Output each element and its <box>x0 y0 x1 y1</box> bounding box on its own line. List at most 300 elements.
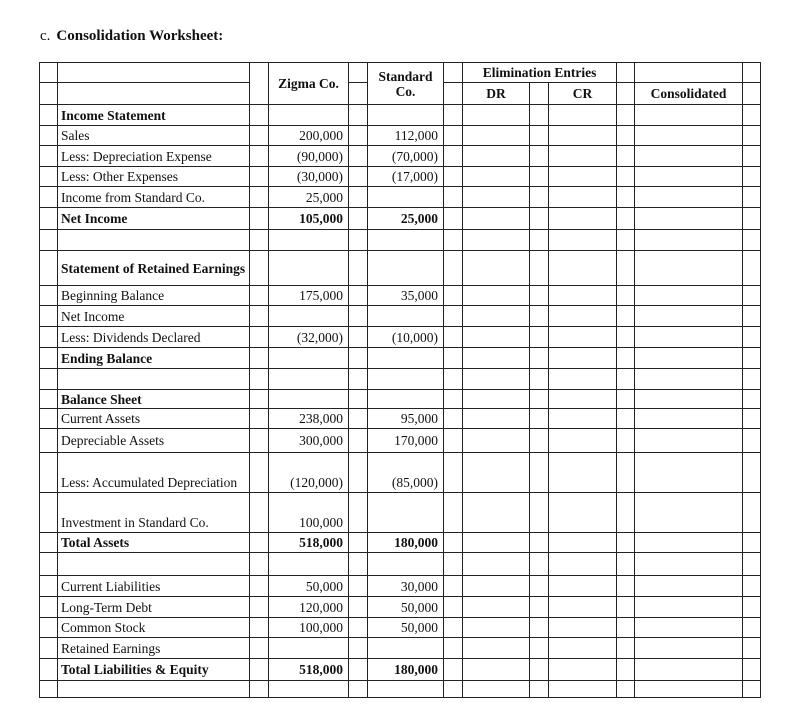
dr-cell[interactable] <box>463 187 530 208</box>
zigma-value: (120,000) <box>269 453 349 493</box>
spacer-cell <box>250 167 269 187</box>
spacer-cell <box>444 230 463 251</box>
spacer-cell <box>444 533 463 553</box>
spacer-cell <box>743 493 761 533</box>
table-row <box>40 597 761 618</box>
spacer-cell <box>349 576 368 597</box>
standard-value <box>368 390 444 409</box>
standard-value: 95,000 <box>368 409 444 429</box>
zigma-value: 100,000 <box>269 493 349 533</box>
cr-cell[interactable] <box>549 390 617 409</box>
row-label <box>58 681 250 698</box>
spacer-cell <box>530 369 549 390</box>
spacer-cell <box>617 493 635 533</box>
consolidated-cell[interactable] <box>635 306 743 327</box>
cr-cell[interactable] <box>549 618 617 638</box>
zigma-value: 100,000 <box>269 618 349 638</box>
table-row <box>40 187 761 208</box>
consolidated-cell[interactable] <box>635 369 743 390</box>
spacer-cell <box>40 167 58 187</box>
consolidated-cell[interactable] <box>635 230 743 251</box>
standard-value: (85,000) <box>368 453 444 493</box>
standard-value <box>368 681 444 698</box>
spacer-cell <box>530 493 549 533</box>
consolidated-cell[interactable] <box>635 208 743 230</box>
spacer-cell <box>444 429 463 453</box>
dr-cell[interactable] <box>463 638 530 659</box>
zigma-value <box>269 348 349 369</box>
spacer-cell <box>40 533 58 553</box>
zigma-value: 200,000 <box>269 126 349 146</box>
zigma-value <box>269 306 349 327</box>
dr-header: DR <box>463 83 530 105</box>
spacer-cell <box>743 63 761 83</box>
zigma-value <box>269 390 349 409</box>
cr-cell[interactable] <box>549 126 617 146</box>
dr-cell[interactable] <box>463 409 530 429</box>
consolidated-cell[interactable] <box>635 105 743 126</box>
spacer-cell <box>743 553 761 576</box>
cr-cell[interactable] <box>549 230 617 251</box>
standard-value <box>368 105 444 126</box>
spacer-cell <box>250 681 269 698</box>
spacer-cell <box>530 83 549 105</box>
table-row <box>40 327 761 348</box>
spacer-cell <box>40 230 58 251</box>
dr-cell[interactable] <box>463 659 530 681</box>
standard-value: 35,000 <box>368 286 444 306</box>
spacer-cell <box>40 83 58 105</box>
cr-cell[interactable] <box>549 286 617 306</box>
zigma-value: 105,000 <box>269 208 349 230</box>
spacer-cell <box>530 638 549 659</box>
spacer-cell <box>444 659 463 681</box>
zigma-value <box>269 251 349 286</box>
zigma-value: (32,000) <box>269 327 349 348</box>
spacer-cell <box>444 306 463 327</box>
zigma-value: 25,000 <box>269 187 349 208</box>
spacer-cell <box>743 638 761 659</box>
cr-cell[interactable] <box>549 493 617 533</box>
spacer-cell <box>617 251 635 286</box>
spacer-cell <box>743 429 761 453</box>
spacer-cell <box>444 105 463 126</box>
spacer-cell <box>40 659 58 681</box>
spacer-cell <box>617 306 635 327</box>
spacer-cell <box>530 187 549 208</box>
standard-value: 50,000 <box>368 597 444 618</box>
title-prefix: c. <box>40 28 51 44</box>
spacer-cell <box>40 453 58 493</box>
cr-cell[interactable] <box>549 369 617 390</box>
cr-cell[interactable] <box>549 327 617 348</box>
spacer-cell <box>349 251 368 286</box>
spacer-cell <box>743 409 761 429</box>
spacer-cell <box>349 105 368 126</box>
zigma-value <box>269 553 349 576</box>
consolidated-cell[interactable] <box>635 126 743 146</box>
zigma-value: 238,000 <box>269 409 349 429</box>
consolidated-cell[interactable] <box>635 659 743 681</box>
spacer-cell <box>617 286 635 306</box>
cr-cell[interactable] <box>549 453 617 493</box>
spacer-cell <box>617 429 635 453</box>
spacer-cell <box>444 327 463 348</box>
consolidated-cell[interactable] <box>635 553 743 576</box>
consolidated-cell[interactable] <box>635 251 743 286</box>
spacer-cell <box>40 105 58 126</box>
dr-cell[interactable] <box>463 126 530 146</box>
spacer-cell <box>617 553 635 576</box>
table-row <box>40 659 761 681</box>
spacer-cell <box>250 390 269 409</box>
dr-cell[interactable] <box>463 390 530 409</box>
spacer-cell <box>349 167 368 187</box>
spacer-cell <box>530 306 549 327</box>
spacer-cell <box>250 618 269 638</box>
standard-value: 25,000 <box>368 208 444 230</box>
zigma-value <box>269 105 349 126</box>
row-label: Common Stock <box>58 618 250 638</box>
spacer-cell <box>349 208 368 230</box>
spacer-cell <box>743 208 761 230</box>
spacer-cell <box>250 126 269 146</box>
consolidated-cell[interactable] <box>635 533 743 553</box>
spacer-cell <box>250 493 269 533</box>
spacer-cell <box>40 576 58 597</box>
table-row <box>40 390 761 409</box>
spacer-cell <box>40 369 58 390</box>
dr-cell[interactable] <box>463 453 530 493</box>
table-row <box>40 681 761 698</box>
row-label: Less: Other Expenses <box>58 167 250 187</box>
row-label <box>58 553 250 576</box>
spacer-cell <box>743 167 761 187</box>
spacer-cell <box>617 597 635 618</box>
spacer-cell <box>530 618 549 638</box>
spacer-cell <box>743 230 761 251</box>
spacer-cell <box>444 638 463 659</box>
zigma-value: (30,000) <box>269 167 349 187</box>
spacer-cell <box>349 348 368 369</box>
cr-cell[interactable] <box>549 597 617 618</box>
standard-value <box>368 493 444 533</box>
consolidated-cell[interactable] <box>635 618 743 638</box>
spacer-cell <box>40 208 58 230</box>
spacer-cell <box>530 681 549 698</box>
row-label: Net Income <box>58 208 250 230</box>
spacer-cell <box>530 553 549 576</box>
spacer-cell <box>40 327 58 348</box>
row-label: Ending Balance <box>58 348 250 369</box>
spacer-cell <box>617 409 635 429</box>
table-row <box>40 126 761 146</box>
spacer-cell <box>530 453 549 493</box>
row-label: Less: Dividends Declared <box>58 327 250 348</box>
spacer-cell <box>617 659 635 681</box>
spacer-cell <box>349 146 368 167</box>
spacer-cell <box>349 63 368 83</box>
spacer-cell <box>444 286 463 306</box>
cr-cell[interactable] <box>549 576 617 597</box>
spacer-cell <box>530 348 549 369</box>
cr-cell[interactable] <box>549 187 617 208</box>
table-row <box>40 553 761 576</box>
zigma-value <box>269 681 349 698</box>
spacer-cell <box>40 286 58 306</box>
spacer-cell <box>250 348 269 369</box>
cr-cell[interactable] <box>549 105 617 126</box>
spacer-cell <box>349 286 368 306</box>
dr-cell[interactable] <box>463 681 530 698</box>
standard-value <box>368 230 444 251</box>
spacer-cell <box>444 618 463 638</box>
spacer-cell <box>444 187 463 208</box>
consolidation-worksheet-table <box>39 62 761 698</box>
row-label: Less: Depreciation Expense <box>58 146 250 167</box>
spacer-cell <box>743 126 761 146</box>
row-label: Sales <box>58 126 250 146</box>
spacer-cell <box>617 618 635 638</box>
spacer-cell <box>444 251 463 286</box>
table-row <box>40 453 761 493</box>
consolidated-cell[interactable] <box>635 597 743 618</box>
row-label: Long-Term Debt <box>58 597 250 618</box>
cr-cell[interactable] <box>549 533 617 553</box>
dr-cell[interactable] <box>463 167 530 187</box>
header-row-1 <box>40 63 761 83</box>
table-row <box>40 146 761 167</box>
cr-cell[interactable] <box>549 553 617 576</box>
zigma-value <box>269 638 349 659</box>
table-row <box>40 286 761 306</box>
spacer-cell <box>250 638 269 659</box>
table-row <box>40 618 761 638</box>
dr-cell[interactable] <box>463 618 530 638</box>
table-row <box>40 167 761 187</box>
spacer-cell <box>617 369 635 390</box>
spacer-cell <box>530 409 549 429</box>
spacer-cell <box>40 597 58 618</box>
row-label: Income Statement <box>58 105 250 126</box>
spacer-cell <box>743 576 761 597</box>
spacer-cell <box>349 83 368 105</box>
cr-header: CR <box>549 83 617 105</box>
spacer-cell <box>349 390 368 409</box>
spacer-cell <box>530 251 549 286</box>
spacer-cell <box>743 390 761 409</box>
spacer-cell <box>349 597 368 618</box>
title-label: Consolidation Worksheet: <box>56 28 224 44</box>
spacer-cell <box>444 390 463 409</box>
consolidated-header: Consolidated <box>635 83 743 105</box>
spacer-cell <box>40 126 58 146</box>
spacer-cell <box>617 167 635 187</box>
zigma-value: 175,000 <box>269 286 349 306</box>
spacer-cell <box>617 63 635 83</box>
dr-cell[interactable] <box>463 105 530 126</box>
row-label: Current Assets <box>58 409 250 429</box>
standard-value <box>368 369 444 390</box>
dr-cell[interactable] <box>463 327 530 348</box>
cr-cell[interactable] <box>549 429 617 453</box>
row-label <box>58 369 250 390</box>
standard-value <box>368 251 444 286</box>
cr-cell[interactable] <box>549 146 617 167</box>
spacer-cell <box>743 187 761 208</box>
spacer-cell <box>530 167 549 187</box>
standard-value: 180,000 <box>368 659 444 681</box>
dr-cell[interactable] <box>463 576 530 597</box>
spacer-cell <box>40 63 58 83</box>
consolidated-cell[interactable] <box>635 493 743 533</box>
cr-cell[interactable] <box>549 681 617 698</box>
spacer-cell <box>617 638 635 659</box>
row-label: Beginning Balance <box>58 286 250 306</box>
consolidated-cell[interactable] <box>635 327 743 348</box>
dr-cell[interactable] <box>463 597 530 618</box>
row-label: Total Assets <box>58 533 250 553</box>
spacer-cell <box>250 659 269 681</box>
table-row <box>40 638 761 659</box>
zigma-value <box>269 230 349 251</box>
cr-cell[interactable] <box>549 208 617 230</box>
dr-cell[interactable] <box>463 429 530 453</box>
spacer-cell <box>743 681 761 698</box>
spacer-cell <box>250 146 269 167</box>
spacer-cell <box>349 618 368 638</box>
dr-cell[interactable] <box>463 146 530 167</box>
spacer-cell <box>617 681 635 698</box>
spacer-cell <box>743 251 761 286</box>
spacer-cell <box>743 105 761 126</box>
spacer-cell <box>444 597 463 618</box>
table-row <box>40 369 761 390</box>
table-row <box>40 493 761 533</box>
spacer-cell <box>530 597 549 618</box>
dr-cell[interactable] <box>463 286 530 306</box>
dr-cell[interactable] <box>463 230 530 251</box>
spacer-cell <box>743 348 761 369</box>
row-label: Less: Accumulated Depreciation <box>58 453 250 493</box>
table-row <box>40 230 761 251</box>
spacer-cell <box>530 208 549 230</box>
consolidated-cell[interactable] <box>635 286 743 306</box>
consolidated-cell[interactable] <box>635 638 743 659</box>
consolidated-cell[interactable] <box>635 167 743 187</box>
table-row <box>40 251 761 286</box>
consolidated-cell[interactable] <box>635 453 743 493</box>
spacer-cell <box>617 187 635 208</box>
spacer-cell <box>40 493 58 533</box>
spacer-cell <box>250 533 269 553</box>
consolidated-cell[interactable] <box>635 348 743 369</box>
dr-cell[interactable] <box>463 306 530 327</box>
spacer-cell <box>530 533 549 553</box>
consolidated-header-top <box>635 63 743 83</box>
spacer-cell <box>349 187 368 208</box>
dr-cell[interactable] <box>463 493 530 533</box>
spacer-cell <box>444 453 463 493</box>
spacer-cell <box>617 230 635 251</box>
spacer-cell <box>444 409 463 429</box>
spacer-cell <box>617 576 635 597</box>
spacer-cell <box>349 126 368 146</box>
spacer-cell <box>617 208 635 230</box>
table-row <box>40 306 761 327</box>
spacer-cell <box>743 306 761 327</box>
cr-cell[interactable] <box>549 638 617 659</box>
spacer-cell <box>444 146 463 167</box>
row-label: Net Income <box>58 306 250 327</box>
table-row <box>40 105 761 126</box>
dr-cell[interactable] <box>463 369 530 390</box>
standard-value: (10,000) <box>368 327 444 348</box>
table-row <box>40 409 761 429</box>
spacer-cell <box>617 105 635 126</box>
spacer-cell <box>40 681 58 698</box>
spacer-cell <box>530 286 549 306</box>
spacer-cell <box>444 126 463 146</box>
row-label: Investment in Standard Co. <box>58 493 250 533</box>
standard-value: 180,000 <box>368 533 444 553</box>
consolidated-cell[interactable] <box>635 576 743 597</box>
spacer-cell <box>40 638 58 659</box>
spacer-cell <box>250 306 269 327</box>
consolidated-cell[interactable] <box>635 187 743 208</box>
spacer-cell <box>349 659 368 681</box>
cr-cell[interactable] <box>549 348 617 369</box>
dr-cell[interactable] <box>463 533 530 553</box>
spacer-cell <box>250 409 269 429</box>
cr-cell[interactable] <box>549 659 617 681</box>
row-label: Retained Earnings <box>58 638 250 659</box>
spacer-cell <box>444 348 463 369</box>
spacer-cell <box>40 553 58 576</box>
spacer-cell <box>40 409 58 429</box>
cr-cell[interactable] <box>549 167 617 187</box>
cr-cell[interactable] <box>549 306 617 327</box>
dr-cell[interactable] <box>463 208 530 230</box>
standard-value <box>368 638 444 659</box>
spacer-cell <box>250 105 269 126</box>
consolidated-cell[interactable] <box>635 681 743 698</box>
worksheet-title <box>40 28 223 45</box>
consolidated-cell[interactable] <box>635 390 743 409</box>
spacer-cell <box>617 348 635 369</box>
spacer-cell <box>444 208 463 230</box>
consolidated-cell[interactable] <box>635 409 743 429</box>
standard-value: (17,000) <box>368 167 444 187</box>
zigma-value: 120,000 <box>269 597 349 618</box>
dr-cell[interactable] <box>463 348 530 369</box>
zigma-value: 518,000 <box>269 659 349 681</box>
zigma-value: 50,000 <box>269 576 349 597</box>
dr-cell[interactable] <box>463 251 530 286</box>
spacer-cell <box>349 230 368 251</box>
cr-cell[interactable] <box>549 251 617 286</box>
standard-value: 112,000 <box>368 126 444 146</box>
spacer-cell <box>743 369 761 390</box>
zigma-header: Zigma Co. <box>269 63 349 105</box>
consolidated-cell[interactable] <box>635 146 743 167</box>
dr-cell[interactable] <box>463 553 530 576</box>
spacer-cell <box>444 83 463 105</box>
spacer-cell <box>530 327 549 348</box>
cr-cell[interactable] <box>549 409 617 429</box>
spacer-cell <box>444 493 463 533</box>
consolidated-cell[interactable] <box>635 429 743 453</box>
